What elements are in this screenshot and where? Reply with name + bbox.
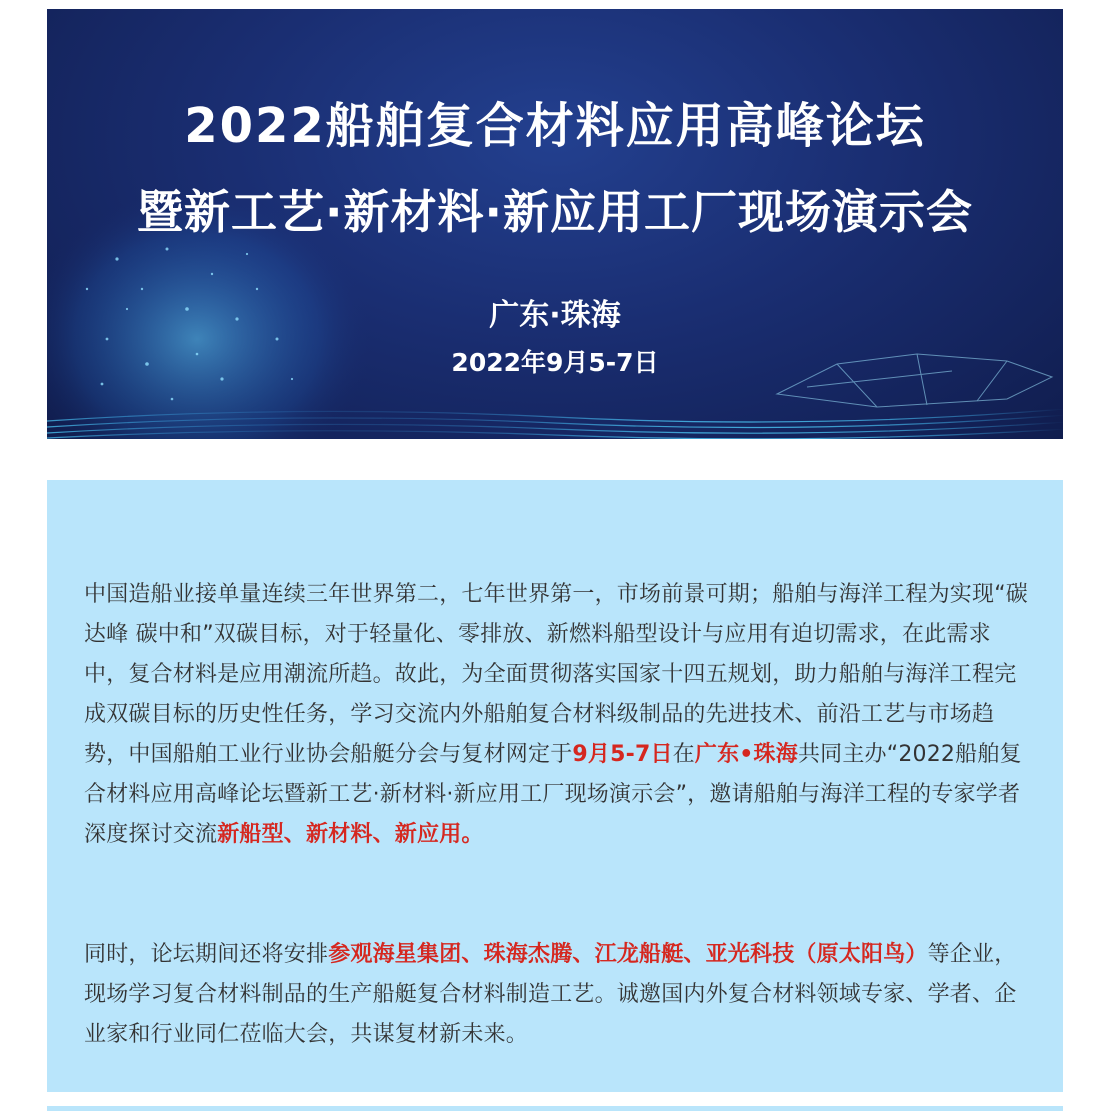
site-visits-highlight: 参观海星集团、珠海杰腾、江龙船艇、亚光科技（原太阳鸟）	[328, 942, 928, 967]
intro-paragraph-2	[84, 935, 1029, 1055]
intro-text: 在	[672, 742, 695, 767]
banner-title-line1: 2022船舶复合材料应用高峰论坛	[184, 98, 926, 154]
intro-text: 共同主办“2022船舶复合材料应用高峰论坛暨新工艺·新材料·新应用工厂现场演示会”，邀请船舶与海洋工程的专家学者深度探讨交流	[84, 742, 1022, 847]
intro-text: 中国造船业接单量连续三年世界第二，七年世界第一，市场前景可期；船舶与海洋工程为实现“碳达峰 碳中和”双碳目标，对于轻量化、零排放、新燃料船型设计与应用有迫切需求，在此需求中，复合材料是应用潮流所趋。故此，为全面贯彻落实国家十四五规划，助力船舶与海洋工程完成双碳目标的历史性任务，学习交流内外船舶复合材料级制品的先进技术、前沿工艺与市场趋势，中国船舶工业行业协会船艇分会与复材网定于	[84, 582, 1029, 767]
topics-highlight: 新船型、新材料、新应用。	[217, 822, 484, 847]
next-card-edge	[47, 1106, 1063, 1111]
banner-location: 广东·珠海	[489, 298, 621, 333]
intro-card	[47, 480, 1063, 1092]
banner-title-line2: 暨新工艺·新材料·新应用工厂现场演示会	[137, 185, 973, 239]
event-banner	[47, 9, 1063, 439]
intro-text: 同时，论坛期间还将安排	[84, 942, 329, 967]
intro-paragraph-1	[84, 575, 1029, 855]
event-location-highlight: 广东•珠海	[694, 742, 798, 767]
banner-date: 2022年9月5-7日	[451, 348, 659, 377]
event-dates-highlight: 9月5-7日	[572, 742, 673, 767]
intro-text: 等企业，现场学习复合材料制品的生产船艇复合材料制造工艺。诚邀国内外复合材料领域专家、学者、企业家和行业同仁莅临大会，共谋复材新未来。	[84, 942, 1017, 1047]
